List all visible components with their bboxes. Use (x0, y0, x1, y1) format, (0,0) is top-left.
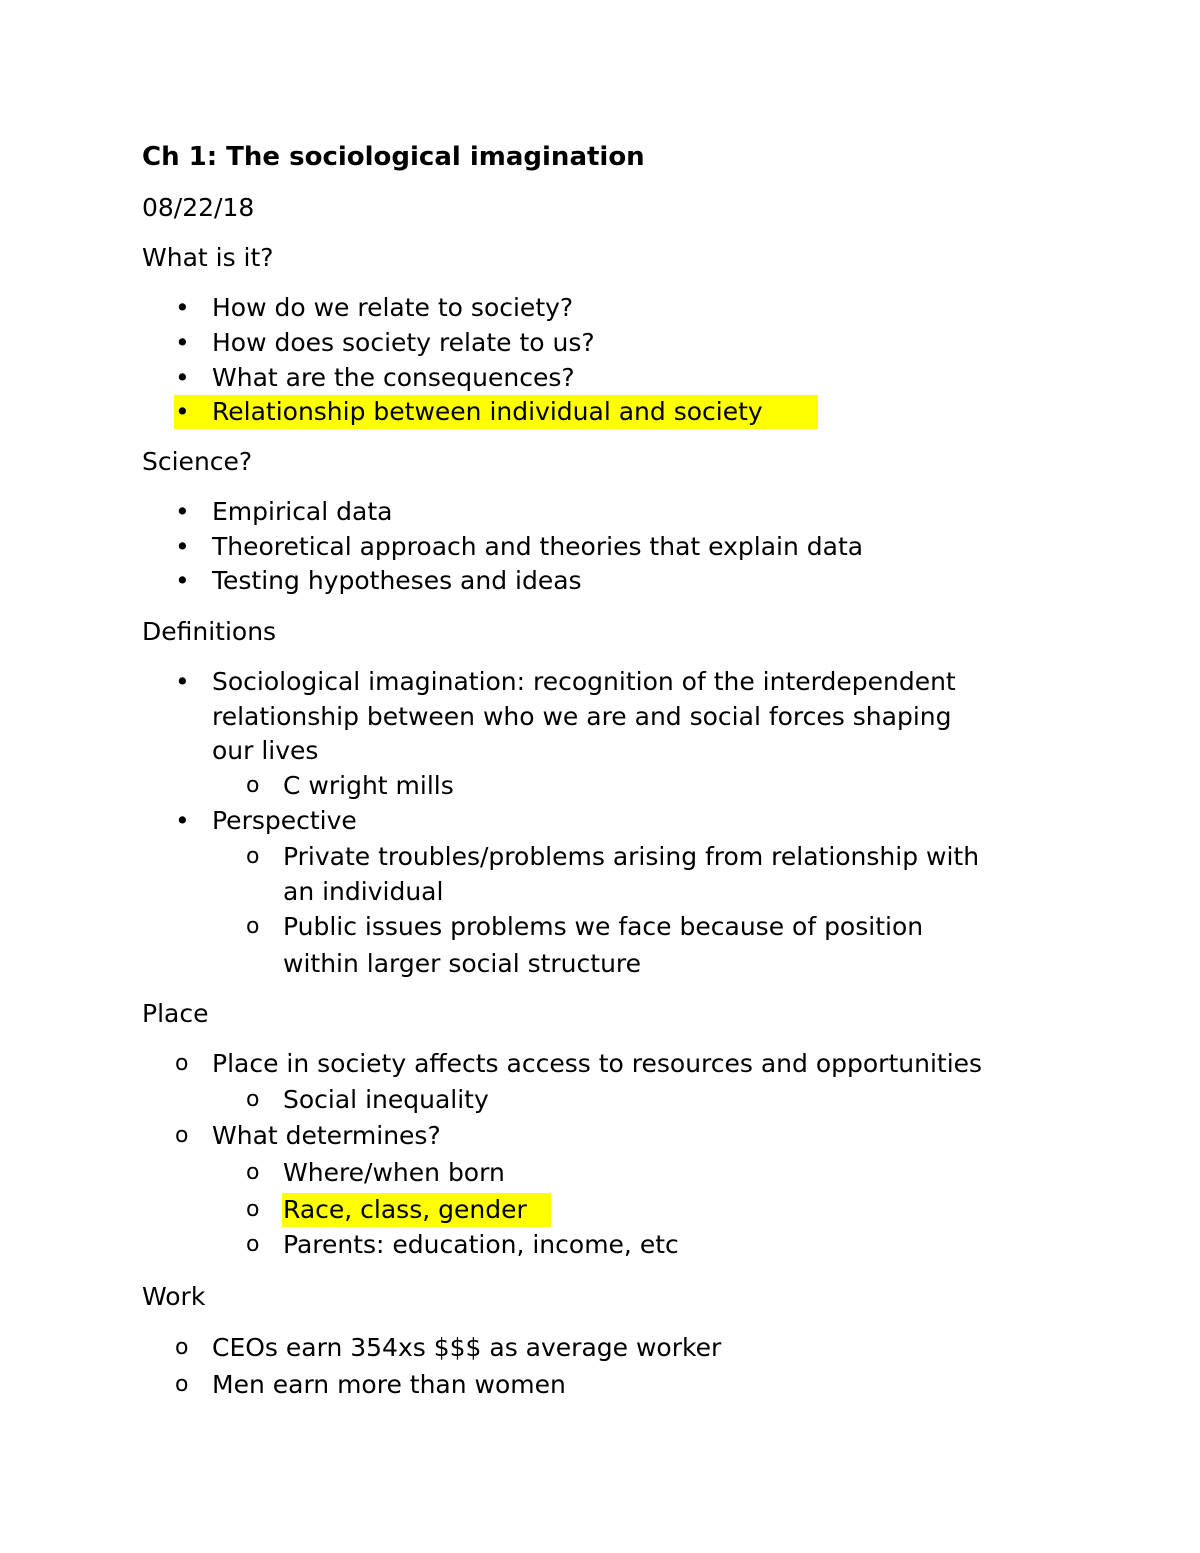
bullet-circle: o (175, 1123, 189, 1148)
bullet-circle: o (246, 773, 260, 798)
bullet-circle: o (246, 1087, 260, 1112)
list-item: How do we relate to society? (212, 293, 574, 322)
bullet-circle: o (175, 1335, 189, 1360)
sub-list-item-line: Public issues problems we face because of position (283, 912, 924, 941)
sub-list-item: Social inequality (283, 1085, 489, 1114)
bullet-dot: • (175, 293, 190, 322)
bullet-circle: o (175, 1051, 189, 1076)
bullet-dot: • (175, 667, 190, 696)
bullet-dot: • (175, 363, 190, 392)
highlighted-list-item: Relationship between individual and society (212, 397, 763, 426)
highlighted-sub-list-item: Race, class, gender (283, 1195, 527, 1224)
sub-list-item-line: an individual (283, 877, 444, 906)
document-date: 08/22/18 (142, 193, 255, 222)
section-heading-what: What is it? (142, 243, 274, 272)
list-item: What are the consequences? (212, 363, 575, 392)
bullet-circle: o (246, 844, 260, 869)
sub-list-item-line: Private troubles/problems arising from relationship with (283, 842, 980, 871)
sub-list-item: C wright mills (283, 771, 454, 800)
document-title: Ch 1: The sociological imagination (142, 142, 645, 172)
bullet-dot: • (175, 497, 190, 526)
list-item: Theoretical approach and theories that explain data (212, 532, 864, 561)
section-heading-work: Work (142, 1282, 206, 1311)
sub-list-item-line: within larger social structure (283, 949, 642, 978)
list-item-line: Sociological imagination: recognition of the interdependent (212, 667, 956, 696)
bullet-dot: • (175, 397, 190, 426)
list-item: Empirical data (212, 497, 393, 526)
bullet-dot: • (175, 806, 190, 835)
list-item: Men earn more than women (212, 1370, 566, 1399)
bullet-circle: o (175, 1372, 189, 1397)
bullet-circle: o (246, 1232, 260, 1257)
sub-list-item: Where/when born (283, 1158, 505, 1187)
bullet-dot: • (175, 566, 190, 595)
bullet-circle: o (246, 914, 260, 939)
list-item: Testing hypotheses and ideas (212, 566, 582, 595)
list-item: CEOs earn 354xs $$$ as average worker (212, 1333, 722, 1362)
bullet-dot: • (175, 532, 190, 561)
list-item: How does society relate to us? (212, 328, 595, 357)
bullet-dot: • (175, 328, 190, 357)
list-item-line: our lives (212, 736, 319, 765)
list-item: Place in society affects access to resources and opportunities (212, 1049, 983, 1078)
list-item: What determines? (212, 1121, 441, 1150)
bullet-circle: o (246, 1197, 260, 1222)
bullet-circle: o (246, 1160, 260, 1185)
section-heading-science: Science? (142, 447, 253, 476)
section-heading-place: Place (142, 999, 209, 1028)
section-heading-definitions: Definitions (142, 617, 277, 646)
sub-list-item: Parents: education, income, etc (283, 1230, 679, 1259)
list-item-line: relationship between who we are and social forces shaping (212, 702, 952, 731)
list-item: Perspective (212, 806, 357, 835)
